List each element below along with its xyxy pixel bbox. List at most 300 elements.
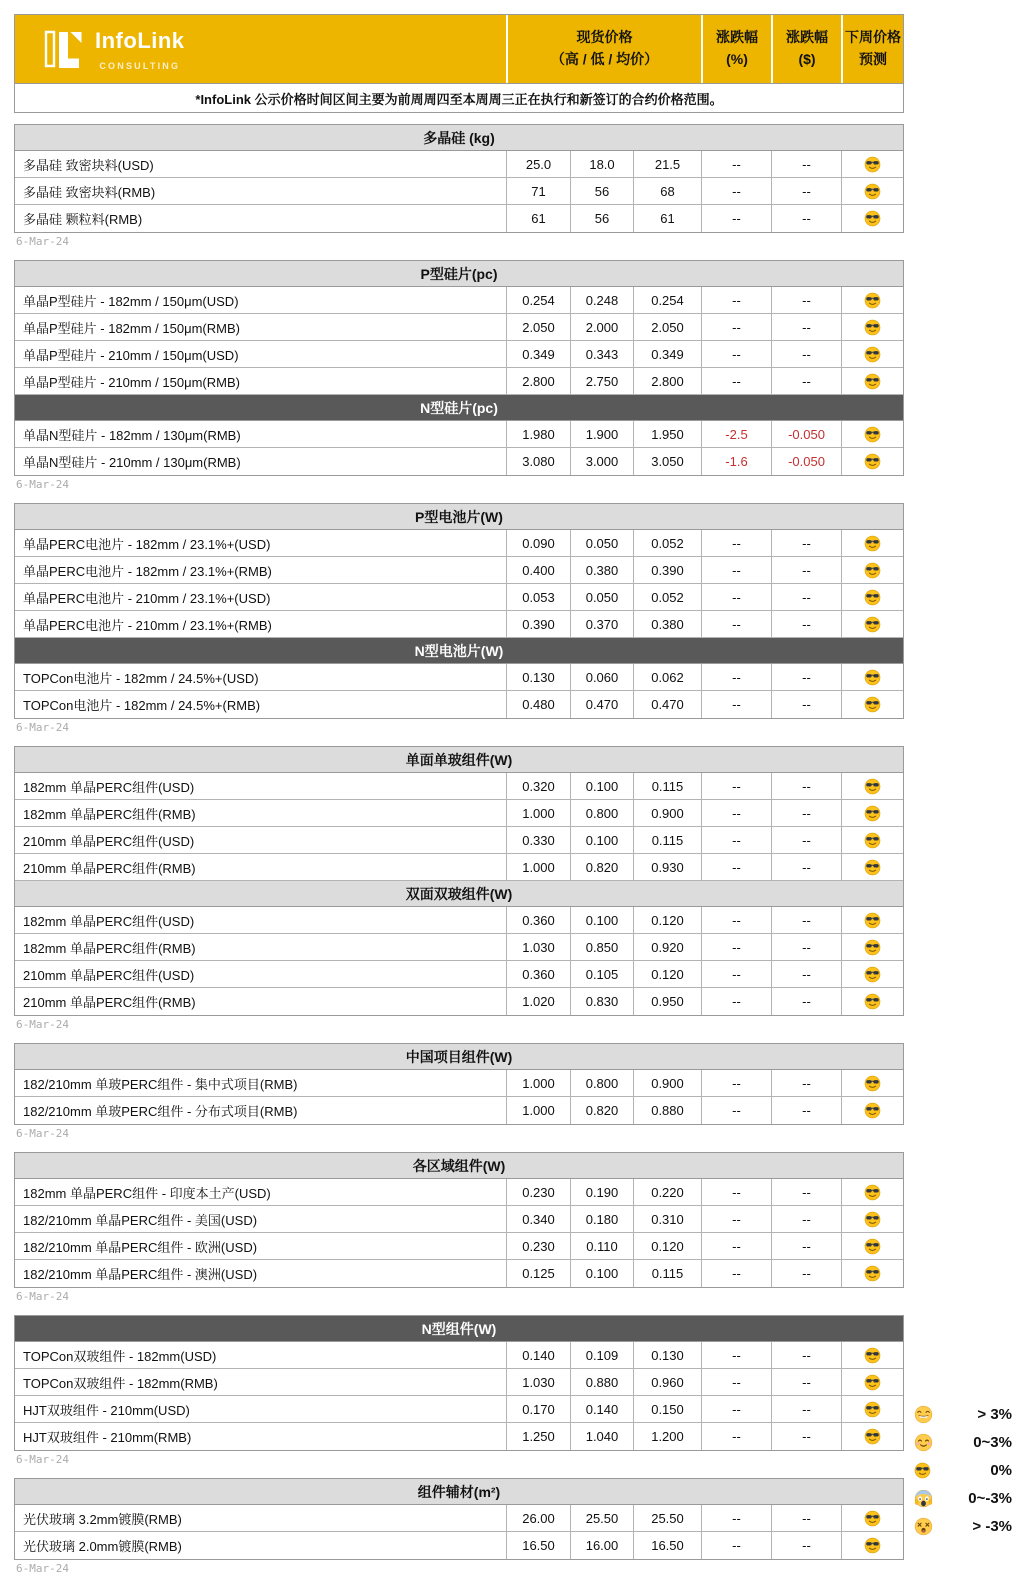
product-label: 182mm 单晶PERC组件(USD) (23, 913, 195, 929)
change-usd-cell: -- (771, 368, 841, 394)
block-date: 6-Mar-24 (16, 1127, 69, 1140)
price-avg-cell: 0.062 (633, 664, 701, 690)
forecast-cell (841, 205, 903, 232)
change-pct-cell: -- (701, 1097, 771, 1124)
product-label: 单晶P型硅片 - 210mm / 150μm(USD) (23, 347, 239, 363)
change-pct-cell: -- (701, 773, 771, 799)
column-header-spot-price (506, 15, 701, 83)
table-row (15, 368, 903, 395)
forecast-sunglasses-face-icon (864, 1265, 881, 1282)
forecast-sunglasses-face-icon (864, 319, 881, 336)
table-row (15, 1070, 903, 1097)
forecast-sunglasses-face-icon (864, 1184, 881, 1201)
price-high-cell: 0.330 (506, 827, 570, 853)
product-label: 多晶硅 致密块料(RMB) (23, 184, 156, 200)
price-avg-cell: 1.200 (633, 1423, 701, 1450)
product-label: 182mm 单晶PERC组件 - 印度本土产(USD) (23, 1185, 271, 1201)
legend-smile-face-icon (914, 1433, 936, 1452)
table-row (15, 557, 903, 584)
table-row (15, 961, 903, 988)
price-avg-cell: 0.960 (633, 1369, 701, 1395)
infolink-logo-icon (43, 30, 85, 68)
price-block-table (14, 1043, 904, 1125)
table-row (15, 611, 903, 638)
forecast-sunglasses-face-icon (864, 156, 881, 173)
forecast-sunglasses-face-icon (864, 346, 881, 363)
product-label: 单晶PERC电池片 - 182mm / 23.1%+(RMB) (23, 563, 272, 579)
change-pct-cell: -- (701, 178, 771, 204)
change-pct-cell: -- (701, 341, 771, 367)
price-low-cell: 0.100 (570, 907, 633, 933)
change-pct-unit: (%) (726, 51, 748, 67)
forecast-cell (841, 611, 903, 637)
price-high-cell: 2.800 (506, 368, 570, 394)
price-avg-cell: 0.120 (633, 1233, 701, 1259)
product-label: 182/210mm 单玻PERC组件 - 集中式项目(RMB) (23, 1076, 298, 1092)
forecast-sunglasses-face-icon (864, 616, 881, 633)
section-header: 组件辅材(m²) (15, 1479, 903, 1505)
forecast-sunglasses-face-icon (864, 966, 881, 983)
price-high-cell: 25.0 (506, 151, 570, 177)
price-high-cell: 1.000 (506, 1097, 570, 1124)
change-usd-cell: -- (771, 1505, 841, 1531)
table-row (15, 151, 903, 178)
forecast-cell (841, 1233, 903, 1259)
section-header: 双面双玻组件(W) (15, 881, 903, 907)
forecast-sunglasses-face-icon (864, 426, 881, 443)
forecast-legend (906, 1400, 1016, 1540)
table-row (15, 854, 903, 881)
change-pct-cell: -- (701, 530, 771, 556)
product-label: 182/210mm 单玻PERC组件 - 分布式项目(RMB) (23, 1104, 298, 1119)
forecast-sunglasses-face-icon (864, 939, 881, 956)
change-pct-title: 涨跌幅 (716, 29, 758, 46)
change-pct-cell: -- (701, 1369, 771, 1395)
price-high-cell: 0.140 (506, 1342, 570, 1368)
price-high-cell: 0.053 (506, 584, 570, 610)
forecast-cell (841, 530, 903, 556)
price-avg-cell: 2.050 (633, 314, 701, 340)
change-usd-cell: -- (771, 1369, 841, 1395)
price-high-cell: 0.400 (506, 557, 570, 583)
price-avg-cell: 3.050 (633, 448, 701, 475)
column-header-change-pct (701, 15, 771, 83)
product-label: TOPCon电池片 - 182mm / 24.5%+(USD) (23, 670, 259, 686)
product-label: 单晶P型硅片 - 182mm / 150μm(RMB) (23, 320, 240, 336)
section-header: N型硅片(pc) (15, 395, 903, 421)
column-header-forecast (841, 15, 903, 83)
price-low-cell: 0.800 (570, 1070, 633, 1096)
product-label: 光伏玻璃 3.2mm镀膜(RMB) (23, 1511, 182, 1527)
price-low-cell: 0.050 (570, 584, 633, 610)
price-period-note: *InfoLink 公示价格时间区间主要为前周周四至本周周三正在执行和新签订的合约价格范围。 (15, 83, 903, 112)
price-high-cell: 0.360 (506, 961, 570, 987)
legend-item (906, 1400, 1016, 1428)
price-low-cell: 0.248 (570, 287, 633, 313)
price-high-cell: 0.125 (506, 1260, 570, 1287)
change-pct-cell: -- (701, 827, 771, 853)
price-low-cell: 3.000 (570, 448, 633, 475)
table-header-row (15, 15, 903, 83)
table-row (15, 1423, 903, 1450)
forecast-sunglasses-face-icon (864, 1211, 881, 1228)
price-block (14, 260, 904, 492)
change-pct-cell: -- (701, 314, 771, 340)
spot-price-subtitle: （高 / 低 / 均价） (550, 51, 659, 67)
product-label: 210mm 单晶PERC组件(USD) (23, 833, 195, 849)
legend-sunglasses-face-icon (914, 1462, 936, 1479)
table-row (15, 1097, 903, 1124)
product-label: 多晶硅 致密块料(USD) (23, 157, 154, 173)
price-block (14, 1478, 904, 1576)
forecast-title: 下周价格 (845, 29, 901, 46)
block-date: 6-Mar-24 (16, 235, 69, 248)
forecast-sunglasses-face-icon (864, 562, 881, 579)
product-label: 210mm 单晶PERC组件(USD) (23, 967, 195, 983)
forecast-cell (841, 287, 903, 313)
change-usd-cell: -- (771, 1233, 841, 1259)
price-avg-cell: 1.950 (633, 421, 701, 447)
price-high-cell: 1.000 (506, 854, 570, 880)
section-header: 单面单玻组件(W) (15, 747, 903, 773)
price-high-cell: 0.090 (506, 530, 570, 556)
table-row (15, 934, 903, 961)
price-high-cell: 0.130 (506, 664, 570, 690)
price-low-cell: 0.190 (570, 1179, 633, 1205)
price-avg-cell: 0.052 (633, 530, 701, 556)
legend-shock-face-icon (914, 1517, 936, 1536)
change-usd-cell: -- (771, 205, 841, 232)
legend-item (906, 1484, 1016, 1512)
price-high-cell: 26.00 (506, 1505, 570, 1531)
price-low-cell: 0.370 (570, 611, 633, 637)
section-header: 各区域组件(W) (15, 1153, 903, 1179)
price-low-cell: 0.100 (570, 773, 633, 799)
forecast-cell (841, 1505, 903, 1531)
product-label: 单晶N型硅片 - 210mm / 130μm(RMB) (23, 455, 241, 470)
table-row (15, 800, 903, 827)
forecast-sunglasses-face-icon (864, 1374, 881, 1391)
change-pct-cell: -- (701, 611, 771, 637)
price-block (14, 1315, 904, 1467)
price-low-cell: 0.850 (570, 934, 633, 960)
block-date: 6-Mar-24 (16, 721, 69, 734)
product-label: 182/210mm 单晶PERC组件 - 欧洲(USD) (23, 1239, 258, 1255)
product-label: 182mm 单晶PERC组件(RMB) (23, 806, 196, 822)
price-high-cell: 1.000 (506, 1070, 570, 1096)
price-avg-cell: 0.950 (633, 988, 701, 1015)
change-usd-cell: -- (771, 773, 841, 799)
price-avg-cell: 16.50 (633, 1532, 701, 1559)
forecast-sunglasses-face-icon (864, 832, 881, 849)
change-usd-cell: -- (771, 691, 841, 718)
price-block-table (14, 503, 904, 719)
block-date: 6-Mar-24 (16, 1453, 69, 1466)
table-row (15, 341, 903, 368)
forecast-cell (841, 907, 903, 933)
table-row (15, 178, 903, 205)
change-pct-cell: -- (701, 1532, 771, 1559)
change-usd-cell: -- (771, 1070, 841, 1096)
change-usd-cell: -- (771, 314, 841, 340)
price-high-cell: 71 (506, 178, 570, 204)
change-pct-cell: -- (701, 557, 771, 583)
product-label: 单晶PERC电池片 - 210mm / 23.1%+(RMB) (23, 617, 272, 633)
price-avg-cell: 0.390 (633, 557, 701, 583)
price-low-cell: 0.820 (570, 854, 633, 880)
change-usd-title: 涨跌幅 (786, 29, 828, 46)
change-usd-cell: -0.050 (771, 421, 841, 447)
price-low-cell: 0.109 (570, 1342, 633, 1368)
forecast-sunglasses-face-icon (864, 589, 881, 606)
forecast-sunglasses-face-icon (864, 1537, 881, 1554)
price-avg-cell: 0.470 (633, 691, 701, 718)
price-high-cell: 2.050 (506, 314, 570, 340)
section-header: P型硅片(pc) (15, 261, 903, 287)
change-usd-cell: -- (771, 907, 841, 933)
forecast-sunglasses-face-icon (864, 778, 881, 795)
forecast-cell (841, 421, 903, 447)
forecast-cell (841, 1070, 903, 1096)
forecast-cell (841, 1097, 903, 1124)
legend-label: 0~3% (973, 1433, 1012, 1451)
price-low-cell: 0.105 (570, 961, 633, 987)
forecast-sunglasses-face-icon (864, 210, 881, 227)
change-pct-cell: -- (701, 1505, 771, 1531)
price-avg-cell: 0.349 (633, 341, 701, 367)
change-pct-cell: -- (701, 1260, 771, 1287)
forecast-sunglasses-face-icon (864, 859, 881, 876)
product-label: TOPCon电池片 - 182mm / 24.5%+(RMB) (23, 698, 261, 713)
forecast-sunglasses-face-icon (864, 1238, 881, 1255)
forecast-cell (841, 557, 903, 583)
spot-price-title: 现货价格 (576, 29, 633, 46)
price-high-cell: 1.020 (506, 988, 570, 1015)
change-pct-cell: -- (701, 1206, 771, 1232)
price-low-cell: 56 (570, 205, 633, 232)
block-date: 6-Mar-24 (16, 1562, 69, 1575)
block-date: 6-Mar-24 (16, 478, 69, 491)
price-block (14, 124, 904, 249)
product-label: 210mm 单晶PERC组件(RMB) (23, 995, 196, 1010)
change-usd-cell: -- (771, 827, 841, 853)
price-avg-cell: 0.880 (633, 1097, 701, 1124)
change-pct-cell: -- (701, 934, 771, 960)
price-avg-cell: 0.920 (633, 934, 701, 960)
forecast-cell (841, 1260, 903, 1287)
forecast-sunglasses-face-icon (864, 1347, 881, 1364)
change-pct-cell: -- (701, 287, 771, 313)
price-block-table (14, 1315, 904, 1451)
price-avg-cell: 0.115 (633, 1260, 701, 1287)
change-usd-cell: -- (771, 341, 841, 367)
price-avg-cell: 68 (633, 178, 701, 204)
price-low-cell: 1.040 (570, 1423, 633, 1450)
product-label: 210mm 单晶PERC组件(RMB) (23, 860, 196, 876)
table-row (15, 530, 903, 557)
change-pct-cell: -- (701, 961, 771, 987)
change-usd-cell: -- (771, 934, 841, 960)
product-label: 多晶硅 颗粒料(RMB) (23, 212, 143, 227)
section-header: N型电池片(W) (15, 638, 903, 664)
price-avg-cell: 0.150 (633, 1396, 701, 1422)
table-row (15, 1505, 903, 1532)
section-header: 中国项目组件(W) (15, 1044, 903, 1070)
price-avg-cell: 61 (633, 205, 701, 232)
change-usd-cell: -- (771, 1342, 841, 1368)
price-high-cell: 0.340 (506, 1206, 570, 1232)
change-usd-cell: -- (771, 1423, 841, 1450)
forecast-sunglasses-face-icon (864, 696, 881, 713)
price-block (14, 1043, 904, 1141)
change-pct-cell: -- (701, 664, 771, 690)
price-low-cell: 0.470 (570, 691, 633, 718)
table-row (15, 1369, 903, 1396)
price-low-cell: 0.343 (570, 341, 633, 367)
forecast-sunglasses-face-icon (864, 373, 881, 390)
price-block (14, 746, 904, 1032)
forecast-sunglasses-face-icon (864, 805, 881, 822)
price-avg-cell: 0.052 (633, 584, 701, 610)
table-row (15, 314, 903, 341)
forecast-sunglasses-face-icon (864, 183, 881, 200)
price-high-cell: 0.170 (506, 1396, 570, 1422)
price-avg-cell: 0.310 (633, 1206, 701, 1232)
price-low-cell: 16.00 (570, 1532, 633, 1559)
product-label: 182/210mm 单晶PERC组件 - 美国(USD) (23, 1212, 258, 1228)
price-high-cell: 1.250 (506, 1423, 570, 1450)
forecast-cell (841, 448, 903, 475)
price-low-cell: 1.900 (570, 421, 633, 447)
price-high-cell: 0.349 (506, 341, 570, 367)
change-pct-cell: -- (701, 988, 771, 1015)
change-usd-cell: -- (771, 584, 841, 610)
forecast-cell (841, 691, 903, 718)
table-row (15, 907, 903, 934)
change-usd-cell: -- (771, 557, 841, 583)
legend-label: 0~-3% (968, 1489, 1012, 1507)
price-low-cell: 0.880 (570, 1369, 633, 1395)
price-avg-cell: 0.115 (633, 773, 701, 799)
forecast-cell (841, 584, 903, 610)
price-block-table (14, 1478, 904, 1560)
forecast-sunglasses-face-icon (864, 1428, 881, 1445)
table-row (15, 205, 903, 232)
price-low-cell: 0.050 (570, 530, 633, 556)
product-label: 182/210mm 单晶PERC组件 - 澳洲(USD) (23, 1267, 258, 1282)
forecast-sunglasses-face-icon (864, 453, 881, 470)
forecast-cell (841, 178, 903, 204)
product-label: 单晶N型硅片 - 182mm / 130μm(RMB) (23, 427, 241, 443)
forecast-sunglasses-face-icon (864, 1075, 881, 1092)
product-label: 单晶PERC电池片 - 210mm / 23.1%+(USD) (23, 590, 271, 606)
infolink-logo-text (95, 24, 185, 73)
price-high-cell: 0.390 (506, 611, 570, 637)
product-label: 182mm 单晶PERC组件(RMB) (23, 940, 196, 956)
legend-item (906, 1512, 1016, 1540)
price-high-cell: 0.230 (506, 1179, 570, 1205)
price-avg-cell: 2.800 (633, 368, 701, 394)
change-usd-cell: -- (771, 1179, 841, 1205)
price-low-cell: 0.100 (570, 1260, 633, 1287)
price-table-board (14, 14, 904, 1576)
legend-item (906, 1456, 1016, 1484)
forecast-cell (841, 341, 903, 367)
legend-label: > -3% (972, 1517, 1012, 1535)
table-row (15, 1206, 903, 1233)
price-high-cell: 61 (506, 205, 570, 232)
forecast-sunglasses-face-icon (864, 535, 881, 552)
price-block (14, 503, 904, 735)
product-label: 单晶P型硅片 - 182mm / 150μm(USD) (23, 293, 239, 309)
forecast-sunglasses-face-icon (864, 1510, 881, 1527)
product-label: TOPCon双玻组件 - 182mm(USD) (23, 1348, 217, 1364)
change-usd-cell: -- (771, 1532, 841, 1559)
price-low-cell: 0.110 (570, 1233, 633, 1259)
change-usd-cell: -- (771, 151, 841, 177)
price-avg-cell: 0.120 (633, 961, 701, 987)
table-row (15, 1532, 903, 1559)
price-low-cell: 0.820 (570, 1097, 633, 1124)
price-low-cell: 56 (570, 178, 633, 204)
price-avg-cell: 0.115 (633, 827, 701, 853)
change-pct-cell: -- (701, 1233, 771, 1259)
change-pct-cell: -- (701, 368, 771, 394)
forecast-cell (841, 1369, 903, 1395)
price-low-cell: 0.180 (570, 1206, 633, 1232)
change-pct-cell: -- (701, 584, 771, 610)
change-usd-cell: -- (771, 961, 841, 987)
forecast-cell (841, 1532, 903, 1559)
price-low-cell: 18.0 (570, 151, 633, 177)
table-row (15, 691, 903, 718)
legend-label: > 3% (977, 1405, 1012, 1423)
price-low-cell: 25.50 (570, 1505, 633, 1531)
price-low-cell: 0.140 (570, 1396, 633, 1422)
forecast-cell (841, 1206, 903, 1232)
forecast-sunglasses-face-icon (864, 912, 881, 929)
price-blocks-container (14, 124, 904, 1576)
change-usd-cell: -- (771, 1206, 841, 1232)
forecast-cell (841, 368, 903, 394)
price-avg-cell: 0.130 (633, 1342, 701, 1368)
change-pct-cell: -- (701, 691, 771, 718)
price-low-cell: 0.060 (570, 664, 633, 690)
price-high-cell: 0.254 (506, 287, 570, 313)
price-high-cell: 0.230 (506, 1233, 570, 1259)
product-label: 单晶P型硅片 - 210mm / 150μm(RMB) (23, 374, 240, 390)
forecast-cell (841, 664, 903, 690)
forecast-cell (841, 988, 903, 1015)
price-avg-cell: 0.900 (633, 1070, 701, 1096)
section-header: N型组件(W) (15, 1316, 903, 1342)
price-block-table (14, 260, 904, 476)
table-row (15, 421, 903, 448)
change-pct-cell: -- (701, 1423, 771, 1450)
forecast-cell (841, 800, 903, 826)
block-date: 6-Mar-24 (16, 1290, 69, 1303)
change-pct-cell: -- (701, 1179, 771, 1205)
forecast-sunglasses-face-icon (864, 669, 881, 686)
price-low-cell: 0.800 (570, 800, 633, 826)
legend-grin-face-icon (914, 1405, 936, 1424)
change-pct-cell: -- (701, 907, 771, 933)
change-pct-cell: -- (701, 854, 771, 880)
change-usd-unit: ($) (798, 51, 816, 67)
section-header: P型电池片(W) (15, 504, 903, 530)
change-usd-cell: -- (771, 664, 841, 690)
table-row (15, 1342, 903, 1369)
